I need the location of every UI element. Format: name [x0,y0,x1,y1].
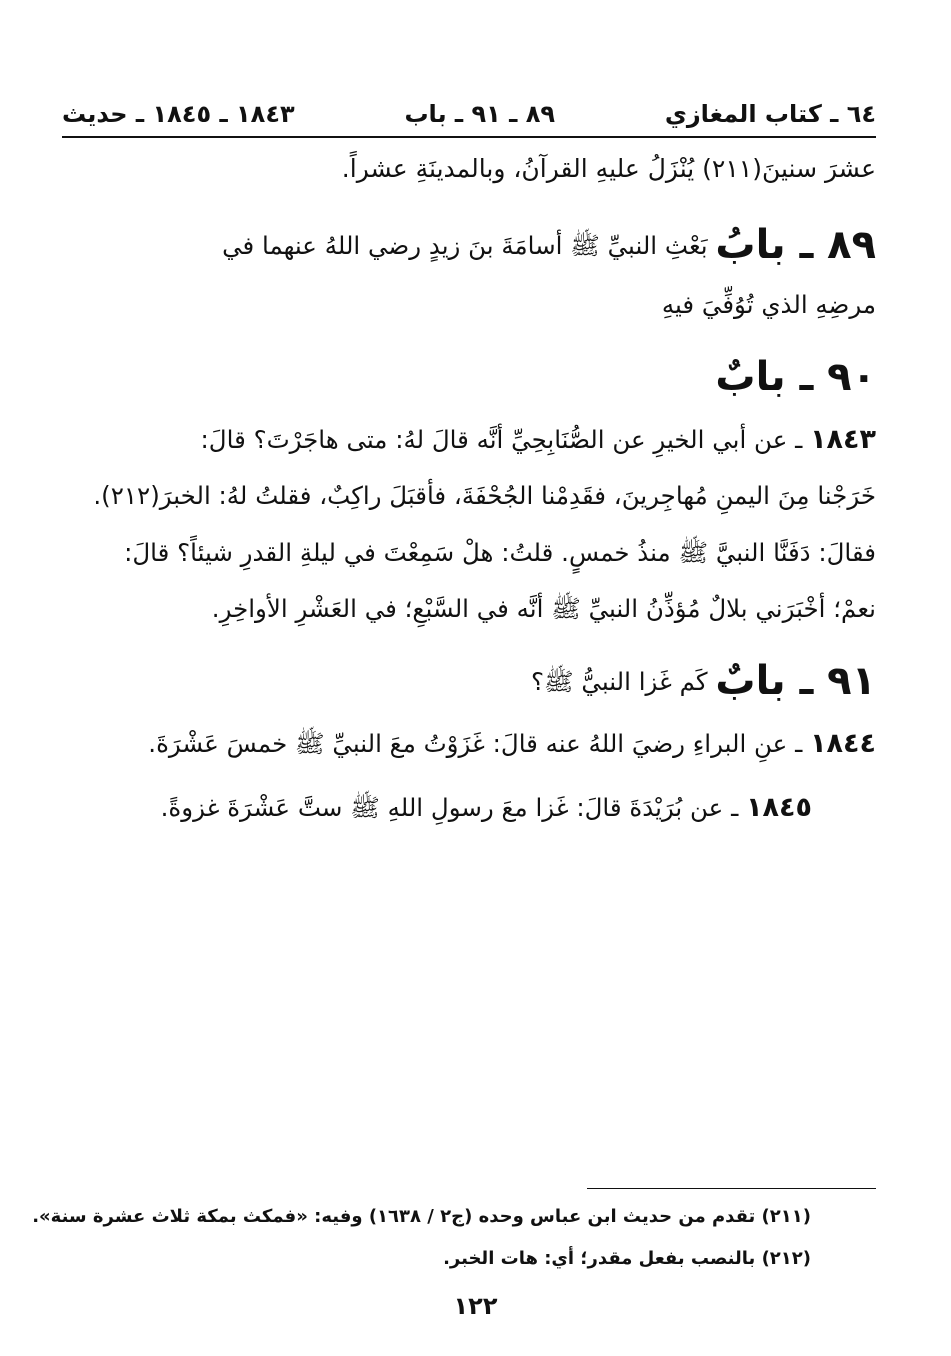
hadith-1843-text-1: ـ عن أبي الخيرِ عن الصُّنَابِحِيِّ أنَّه قالَ لهُ: متى هاجَرْتَ؟ قالَ: [200,425,803,454]
continuation-line: عشرَ سنينَ(٢١١) يُنْزَلُ عليهِ القرآنُ، وبالمدينَةِ عشراً. [341,154,876,183]
chapter-89-title-line-1: بَعْثِ النبيِّ ﷺ أسامَةَ بنَ زيدٍ رضي اللهُ عنهما في [222,231,708,260]
hadith-1843-line-1 [201,424,876,455]
header-book-title: ٦٤ ـ كتاب المغازي [664,100,876,128]
hadith-1843-line-4: نعمْ؛ أخْبَرَني بلالٌ مُؤذِّنُ النبيِّ ﷺ أنَّه في السَّبْعِ؛ في العَشْرِ الأواخِرِ. [211,594,876,623]
chapter-91-line [531,658,876,704]
footnote-211: (٢١١) تقدم من حديث ابن عباس وحده (ج٢ / ١٦٣٨) وفيه: «فمكث بمكة ثلاث عشرة سنة». [32,1206,811,1227]
running-header [62,96,876,132]
hadith-1843-line-3: فقالَ: دَفَنَّا النبيَّ ﷺ منذُ خمسٍ. قلتُ: هلْ سَمِعْتَ في ليلةِ القدرِ شيئاً؟ قالَ: [124,538,876,567]
chapter-89-line-1 [222,222,876,268]
hadith-1845-number: ١٨٤٥ [746,792,812,823]
footnote-rule [587,1188,876,1189]
chapter-91-title: كَم غَزا النبيُّ ﷺ؟ [531,667,708,696]
hadith-1844-line [148,728,876,765]
hadith-1845-line [161,792,812,829]
hadith-1843-line-2: خَرَجْنا مِنَ اليمنِ مُهاجِرينَ، فقَدِمْنا الجُحْفَةَ، فأقبَلَ راكِبٌ، فقلتُ لهُ: الخبرَ(٢١٢). [93,481,876,510]
hadith-1844-number: ١٨٤٤ [810,728,876,759]
chapter-90-line [715,354,876,400]
chapter-91-heading: ٩١ ـ بابٌ [715,658,876,704]
chapter-89-heading: ٨٩ ـ بابُ [715,222,876,268]
hadith-1845-text: ـ عن بُرَيْدَةَ قالَ: غَزا معَ رسولِ اللهِ ﷺ ستَّ عَشْرَةَ غزوةً. [160,793,739,822]
hadith-1844-text: ـ عنِ البراءِ رضيَ اللهُ عنه قالَ: غَزَوْتُ معَ النبيِّ ﷺ خمسَ عَشْرَةَ. [148,729,803,758]
page-number: ١٢٢ [453,1292,498,1320]
footnote-212: (٢١٢) بالنصب بفعل مقدر؛ أي: هات الخبر. [443,1248,811,1269]
header-rule [62,136,876,138]
chapter-90-heading: ٩٠ ـ بابٌ [715,354,876,400]
hadith-1843-number: ١٨٤٣ [810,424,876,455]
chapter-89-title-line-2: مرضِهِ الذي تُوُفِّيَ فيهِ [661,290,876,319]
header-hadith-range: ١٨٤٣ ـ ١٨٤٥ ـ حديث [62,100,295,128]
header-chapter-range: ٨٩ ـ ٩١ ـ باب [404,100,556,128]
